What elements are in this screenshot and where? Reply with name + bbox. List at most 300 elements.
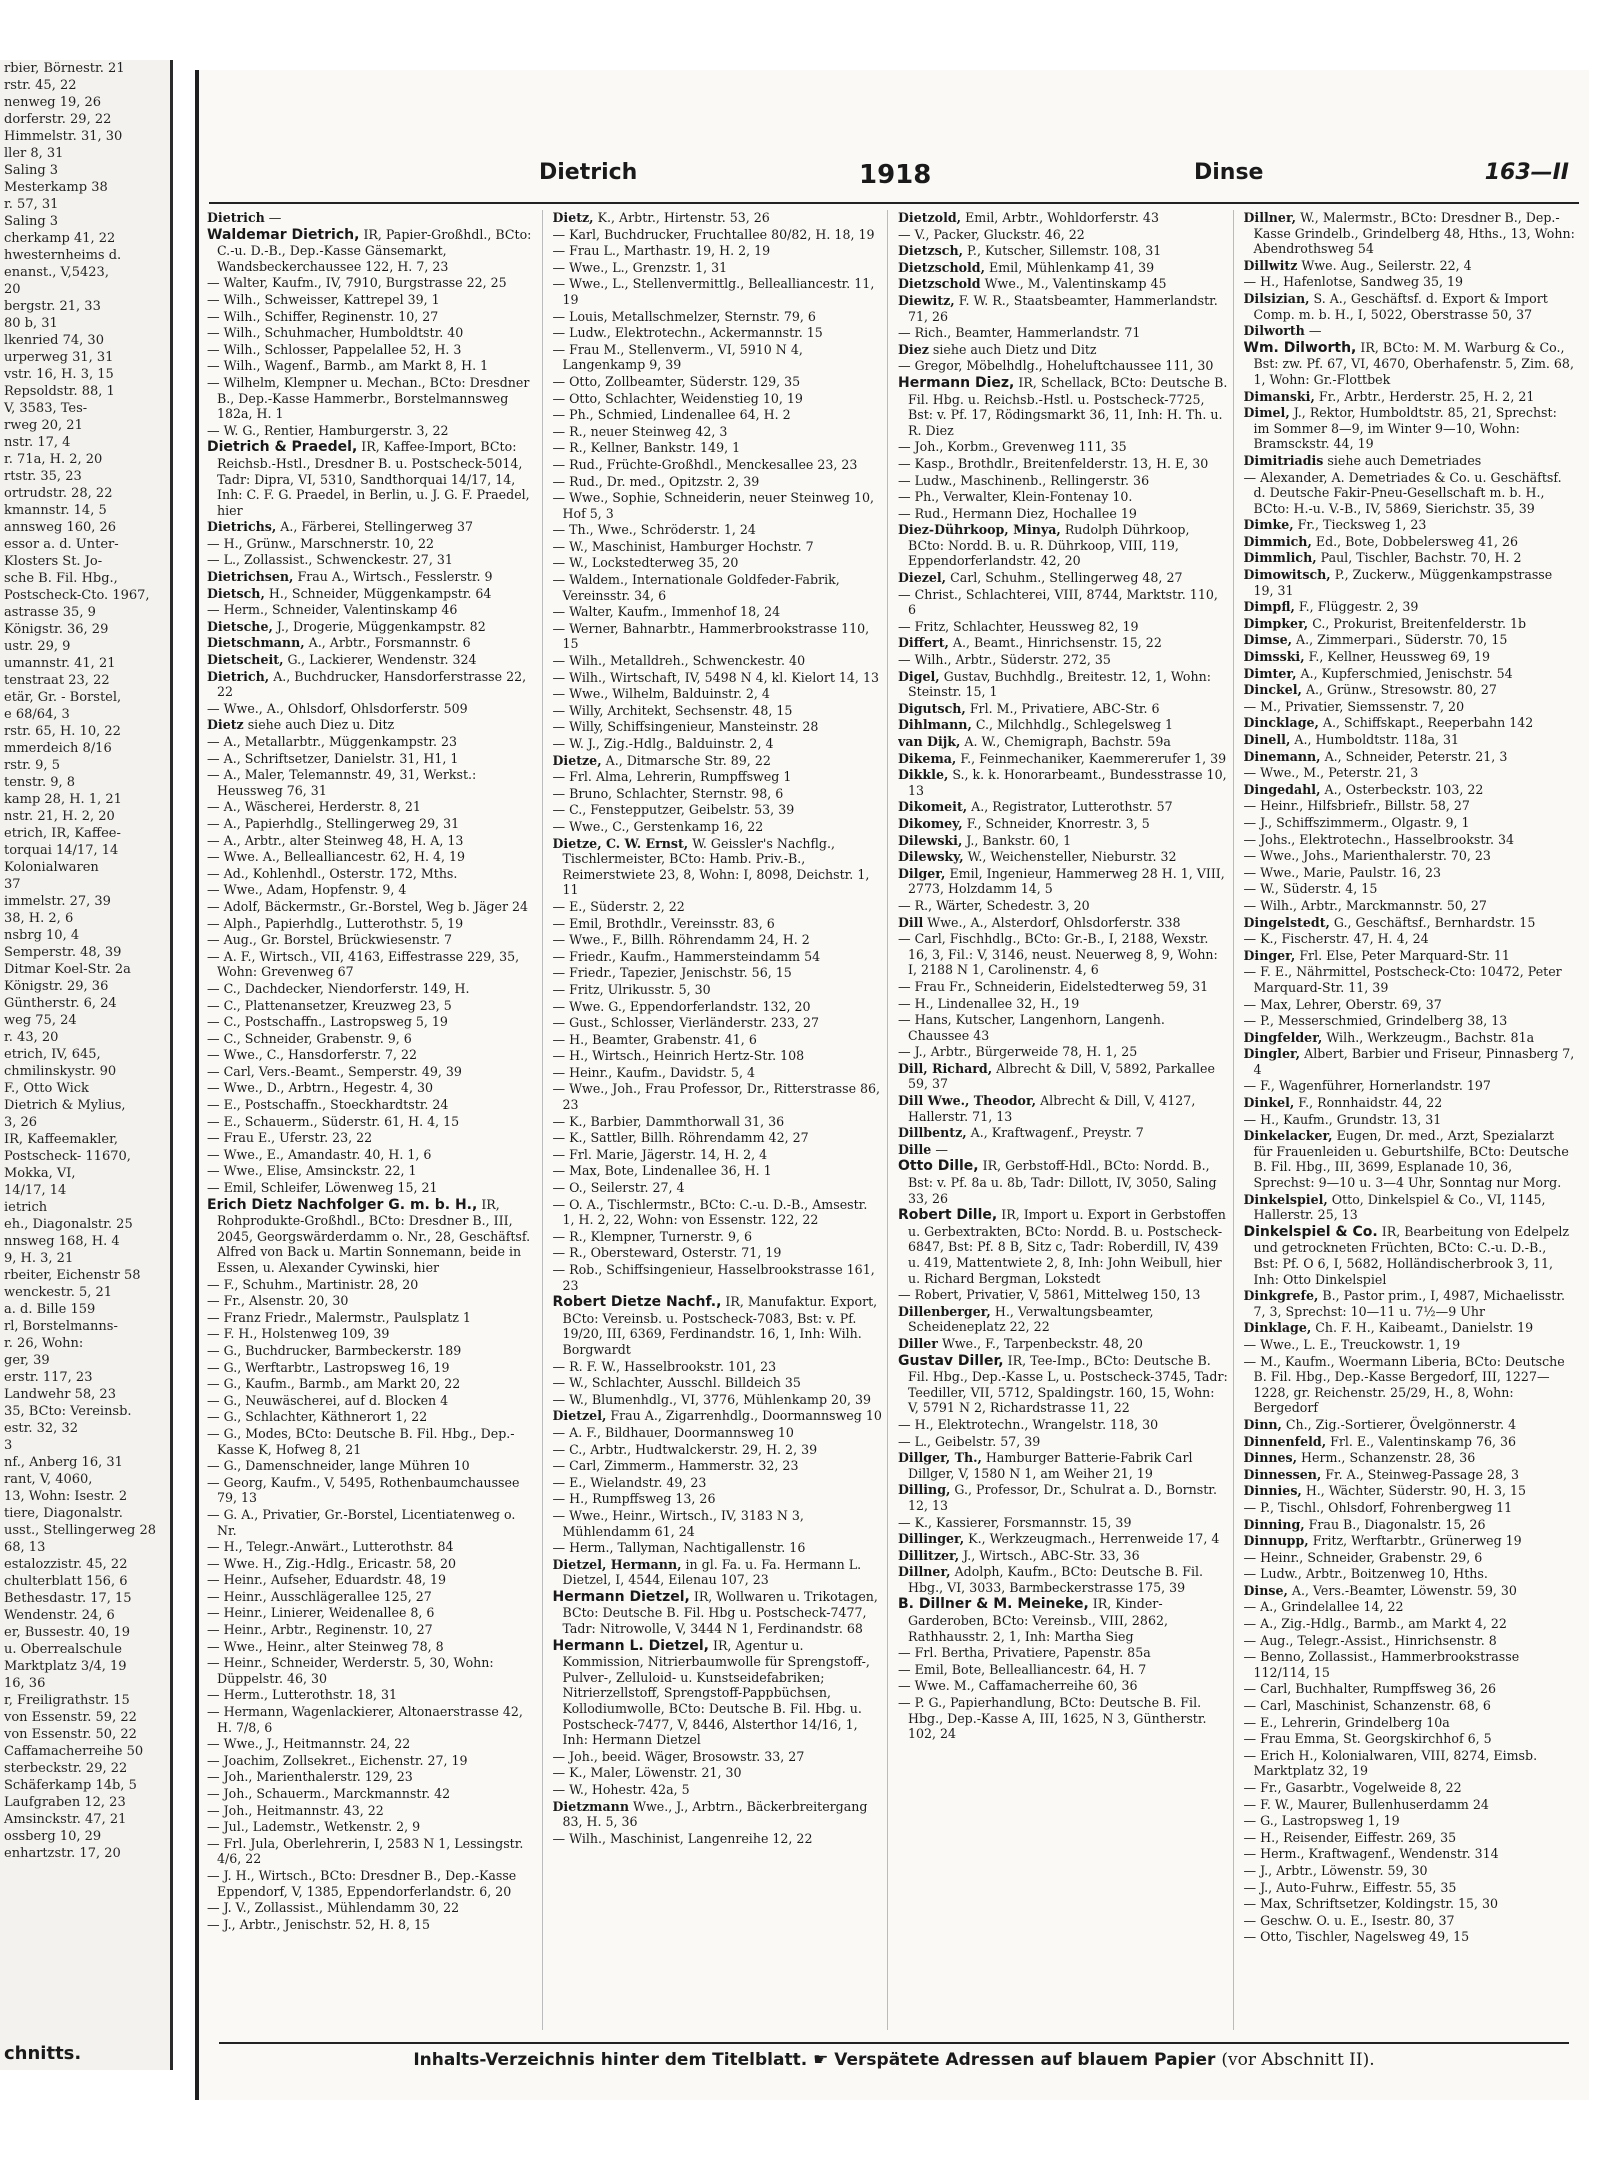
entry-text: Emil, Mühlenkamp 41, 39 <box>989 259 1155 275</box>
directory-entry <box>898 456 1229 472</box>
entry-name: Dietzmann <box>552 1798 629 1814</box>
previous-page-line: ossberg 10, 29 <box>4 1829 102 1844</box>
entry-name: Dimpker, <box>1243 615 1309 631</box>
previous-page-line: Marktplatz 3/4, 19 <box>4 1659 127 1674</box>
entry-text: — Rich., Beamter, Hammerlandstr. 71 <box>898 325 1141 341</box>
directory-entry <box>1244 470 1576 517</box>
entry-name: Dinckel, <box>1243 682 1302 698</box>
directory-entry <box>207 227 538 275</box>
directory-entry <box>553 1032 884 1048</box>
directory-entry <box>207 586 538 602</box>
directory-entry <box>1244 1715 1576 1731</box>
directory-entry <box>1244 632 1576 648</box>
previous-page-line: immelstr. 27, 39 <box>4 894 111 909</box>
directory-entry <box>207 849 538 865</box>
directory-entry <box>207 1197 538 1276</box>
previous-page-line: ller 8, 31 <box>4 146 64 161</box>
entry-text: F., Kellner, Heussweg 69, 19 <box>1308 649 1491 665</box>
entry-text: — Frau Fr., Schneiderin, Eidelstedterweg 59, 31 <box>898 978 1209 994</box>
previous-page-line: etär, Gr. - Borstel, <box>4 690 122 705</box>
entry-text: — Frau M., Stellenverm., VI, 5910 N 4, Langenkamp 9, 39 <box>552 341 803 373</box>
previous-page-line: umannstr. 41, 21 <box>4 656 116 671</box>
entry-text: A., Kupferschmied, Jenischstr. 54 <box>1300 665 1513 681</box>
previous-page-line: hwesternheims d. <box>4 248 122 263</box>
directory-entry <box>207 325 538 341</box>
entry-text: — F. W., Maurer, Bullenhuserdamm 24 <box>1243 1796 1489 1812</box>
entry-text: — Rud., Hermann Diez, Hochallee 19 <box>898 505 1137 521</box>
directory-entry <box>1244 1780 1576 1796</box>
entry-text: — Frl. Marie, Jägerstr. 14, H. 2, 4 <box>552 1146 768 1162</box>
directory-entry <box>207 1736 538 1752</box>
entry-name: Dillner, <box>898 1564 951 1580</box>
entry-text: A., Buchdrucker, Hansdorferstrasse 22, 22 <box>217 668 527 700</box>
entry-name: Dimel, <box>1243 405 1290 421</box>
directory-entry <box>207 342 538 358</box>
entry-name: Dikema, <box>898 750 957 766</box>
directory-entry <box>553 457 884 473</box>
entry-text: — R. F. W., Hasselbrookstr. 101, 23 <box>552 1358 777 1374</box>
previous-page-line: ger, 39 <box>4 1353 50 1368</box>
directory-entry <box>207 1147 538 1163</box>
previous-page-line: 9, H. 3, 21 <box>4 1251 74 1266</box>
entry-text: — R., Kellner, Bankstr. 149, 1 <box>552 440 741 456</box>
previous-page-line: etrich, IR, Kaffee- <box>4 826 121 841</box>
entry-text: — F. E., Nährmittel, Postscheck-Cto: 10472, Peter Marquard-Str. 11, 39 <box>1243 964 1562 995</box>
page-header <box>199 160 1589 200</box>
directory-entry <box>898 717 1229 733</box>
directory-entry <box>1244 291 1576 322</box>
entry-name: Erich Dietz Nachfolger G. m. b. H., <box>207 1196 478 1213</box>
previous-page-line: weg 75, 24 <box>4 1013 77 1028</box>
entry-text: A., Registrator, Lutterothstr. 57 <box>971 799 1173 815</box>
directory-entry <box>1244 964 1576 995</box>
previous-page-line: estalozzistr. 45, 22 <box>4 1557 128 1572</box>
directory-entry <box>1244 1616 1576 1632</box>
directory-entry <box>1244 1483 1576 1499</box>
entry-text: — Wwe., Heinr., Wirtsch., IV, 3183 N 3, Mühlendamm 61, 24 <box>552 1507 804 1539</box>
directory-entry <box>898 915 1229 931</box>
entry-name: Dilger, <box>898 865 946 881</box>
directory-entry <box>207 1180 538 1196</box>
entry-text: — Max, Bote, Lindenallee 36, H. 1 <box>552 1163 772 1179</box>
previous-page-lines <box>0 60 170 1862</box>
entry-text: Carl, Schuhm., Stellingerweg 48, 27 <box>950 570 1183 586</box>
entry-text: — Joachim, Zollsekret., Eichenstr. 27, 19 <box>207 1752 468 1768</box>
entry-text: Emil, Arbtr., Wohldorferstr. 43 <box>965 210 1159 225</box>
entry-text: — Heinr., Aufseher, Eduardstr. 48, 19 <box>207 1572 446 1588</box>
directory-entry <box>553 1508 884 1539</box>
directory-entry <box>1244 666 1576 682</box>
entry-text: — Herm., Lutterothstr. 18, 31 <box>207 1687 398 1703</box>
entry-text: — Louis, Metallschmelzer, Sternstr. 79, 6 <box>552 308 816 324</box>
entry-text: — G., Buchdrucker, Barmbeckerstr. 189 <box>207 1342 462 1358</box>
entry-text: — Rud., Früchte-Großhdl., Menckesallee 23, 23 <box>552 456 858 472</box>
directory-entry <box>898 1142 1229 1158</box>
entry-text: Otto, Dinkelspiel & Co., VI, 1145, Hallerstr. 25, 13 <box>1253 1191 1546 1223</box>
entry-text: — Carl, Zimmerm., Hammerstr. 32, 23 <box>552 1458 799 1474</box>
directory-entry <box>1244 1046 1576 1077</box>
directory-entry <box>207 1426 538 1457</box>
entry-name: Dietrich <box>207 210 265 225</box>
entry-text: G., Geschäftsf., Bernhardstr. 15 <box>1333 914 1536 930</box>
pointing-hand-icon: ☛ <box>813 2050 835 2070</box>
directory-entry <box>898 1548 1229 1564</box>
entry-name: Dietrich & Praedel, <box>207 439 358 456</box>
directory-entry <box>898 358 1229 374</box>
entry-text: — Wilh., Schweisser, Kattrepel 39, 1 <box>207 291 440 307</box>
entry-text: — A., Papierhdlg., Stellingerweg 29, 31 <box>207 815 460 831</box>
entry-text: — W., Maschinist, Hamburger Hochstr. 7 <box>552 538 814 554</box>
directory-entry <box>1244 1337 1576 1353</box>
directory-entry <box>553 1799 884 1830</box>
entry-text: A., Grünw., Stresowstr. 80, 27 <box>1305 682 1497 698</box>
directory-entry <box>207 799 538 815</box>
entry-text: — A. F., Wirtsch., VII, 4163, Eiffestrasse 229, 35, Wohn: Grevenweg 67 <box>207 948 520 980</box>
entry-text: — Wwe. H., Zig.-Hdlg., Ericastr. 58, 20 <box>207 1555 457 1571</box>
directory-entry <box>553 1081 884 1112</box>
entry-name: Digutsch, <box>898 700 966 716</box>
directory-entry <box>553 621 884 652</box>
directory-entry <box>553 309 884 325</box>
previous-page-line: nnsweg 168, H. 4 <box>4 1234 120 1249</box>
entry-text: — Willy, Schiffsingenieur, Mansteinstr. 28 <box>552 719 819 735</box>
directory-entry <box>553 1638 884 1748</box>
entry-text: — Otto, Zollbeamter, Süderstr. 129, 35 <box>552 373 801 389</box>
directory-entry <box>553 1425 884 1441</box>
entry-text: — Wwe., F., Billh. Röhrendamm 24, H. 2 <box>552 932 810 948</box>
entry-text: — Wwe., Joh., Frau Professor, Dr., Ritterstrasse 86, 23 <box>552 1081 881 1113</box>
entry-text: IR, Gerbstoff-Hdl., BCto: Nordd. B., Bst: v. Pf. 8a u. 8b, Tadr: Dillott, IV, 3050, Saling 33, 26 <box>908 1158 1217 1206</box>
entry-text: — Wwe., L., Stellenvermittlg., Bellealliancestr. 11, 19 <box>552 276 875 307</box>
directory-entry <box>207 833 538 849</box>
entry-text: Hamburger Batterie-Fabrik Carl Dillger, V, 1580 N 1, am Weiher 21, 19 <box>908 1450 1193 1481</box>
entry-text: — A., Zig.-Hdlg., Barmb., am Markt 4, 22 <box>1243 1616 1507 1632</box>
directory-entry <box>553 670 884 686</box>
previous-page-line: 80 b, 31 <box>4 316 58 331</box>
entry-text: — Th., Wwe., Schröderstr. 1, 24 <box>552 522 756 538</box>
entry-name: Dimke, <box>1243 517 1294 533</box>
header-left-keyword: Dietrich <box>539 160 638 185</box>
entry-text: — G., Modes, BCto: Deutsche B. Fil. Hbg., Dep.-Kasse K, Hofweg 8, 21 <box>207 1425 515 1457</box>
directory-entry <box>553 819 884 835</box>
entry-text: Frau B., Diagonalstr. 15, 26 <box>1308 1516 1486 1532</box>
entry-text: A., Schneider, Peterstr. 21, 3 <box>1324 748 1508 764</box>
entry-text: C., Prokurist, Breitenfelderstr. 1b <box>1312 615 1527 631</box>
previous-page-line: urperweg 31, 31 <box>4 350 114 365</box>
entry-text: — C., Arbtr., Hudtwalckerstr. 29, H. 2, 39 <box>552 1441 818 1457</box>
entry-name: Dimter, <box>1243 665 1297 681</box>
entry-text: — K., Kassierer, Forsmannstr. 15, 39 <box>898 1514 1132 1530</box>
entry-name: Dimsski, <box>1243 649 1305 665</box>
previous-page-line: Kolonialwaren <box>4 860 99 875</box>
entry-text: Fritz, Werftarbtr., Grünerweg 19 <box>1312 1533 1522 1549</box>
directory-entry <box>553 1229 884 1245</box>
directory-entry <box>207 292 538 308</box>
entry-text: — E., Lehrerin, Grindelberg 10a <box>1243 1714 1450 1730</box>
previous-page-footer: chnitts. <box>4 2043 82 2064</box>
directory-entry <box>1244 1192 1576 1223</box>
directory-entry <box>1244 1880 1576 1896</box>
page-number: 163—II <box>1484 160 1569 185</box>
previous-page-line: nf., Anberg 16, 31 <box>4 1455 123 1470</box>
directory-entry <box>1244 732 1576 748</box>
entry-text: — Wwe., J., Heitmannstr. 24, 22 <box>207 1736 411 1752</box>
directory-entry <box>553 1540 884 1556</box>
entry-text: C., Milchhdlg., Schlegelsweg 1 <box>975 717 1174 733</box>
entry-text: — L., Geibelstr. 57, 39 <box>898 1433 1041 1449</box>
entry-name: Dietzel, <box>552 1408 607 1424</box>
entry-text: — Wwe. A., Bellealliancestr. 62, H. 4, 19 <box>207 849 466 865</box>
directory-entry <box>207 1704 538 1735</box>
entry-text: Frl. E., Valentinskamp 76, 36 <box>1330 1433 1517 1449</box>
column-2 <box>553 210 889 2030</box>
entry-text: — Joh., beeid. Wäger, Brosowstr. 33, 27 <box>552 1748 805 1764</box>
entry-text: — Wwe., M., Peterstr. 21, 3 <box>1243 765 1419 781</box>
entry-name: Dinklage, <box>1243 1320 1312 1336</box>
directory-entry <box>207 423 538 439</box>
directory-entry <box>207 1507 538 1538</box>
entry-text: — R., Wärter, Schedestr. 3, 20 <box>898 897 1090 913</box>
directory-entry <box>1244 1517 1576 1533</box>
directory-entry <box>207 1047 538 1063</box>
entry-name: Dietzschold <box>898 276 981 292</box>
directory-entry <box>207 1360 538 1376</box>
entry-text: — Wwe., Johs., Marienthalerstr. 70, 23 <box>1243 848 1491 864</box>
entry-name: Gustav Diller, <box>898 1352 1004 1369</box>
directory-entry <box>553 802 884 818</box>
entry-name: Dille <box>898 1141 932 1157</box>
entry-text: — Fritz, Ulrikusstr. 5, 30 <box>552 981 711 997</box>
directory-entry <box>553 686 884 702</box>
directory-entry <box>553 1475 884 1491</box>
directory-entry <box>1244 649 1576 665</box>
directory-entry <box>553 604 884 620</box>
directory-entry <box>207 916 538 932</box>
entry-text: — Karl, Buchdrucker, Fruchtallee 80/82, H. 18, 19 <box>552 226 875 242</box>
directory-entry <box>207 1868 538 1899</box>
entry-text: — Gregor, Möbelhdlg., Hoheluftchaussee 111, 30 <box>898 358 1214 374</box>
directory-entry <box>553 719 884 735</box>
previous-page-line: ortrudstr. 28, 22 <box>4 486 113 501</box>
directory-entry <box>553 1147 884 1163</box>
previous-page-line: F., Otto Wick <box>4 1081 89 1096</box>
directory-entry <box>553 1163 884 1179</box>
entry-name: Dilewsky, <box>898 849 964 865</box>
entry-name: Dietze, <box>552 752 602 768</box>
directory-entry <box>553 1294 884 1357</box>
entry-text: — Heinr., Ausschlägerallee 125, 27 <box>207 1588 432 1604</box>
entry-text: — Heinr., Hilfsbriefr., Billstr. 58, 27 <box>1243 798 1470 814</box>
previous-page-line: 35, BCto: Vereinsb. <box>4 1404 132 1419</box>
directory-entry <box>1244 1896 1576 1912</box>
entry-text: Paul, Tischler, Bachstr. 70, H. 2 <box>1320 550 1522 566</box>
directory-entry <box>553 1245 884 1261</box>
directory-entry <box>1244 931 1576 947</box>
directory-entry <box>207 998 538 1014</box>
entry-name: Hermann Dietzel, <box>552 1588 690 1605</box>
directory-entry <box>207 1589 538 1605</box>
entry-text: S. A., Geschäftsf. d. Export & Import Comp. m. b. H., I, 5022, Oberstrasse 50, 37 <box>1253 290 1548 322</box>
entry-text: — Wilh., Arbtr., Marckmannstr. 50, 27 <box>1243 897 1487 913</box>
directory-entry <box>1244 405 1576 452</box>
directory-entry <box>898 1695 1229 1742</box>
directory-entry <box>1244 567 1576 598</box>
entry-text: Frl. Else, Peter Marquard-Str. 11 <box>1299 947 1510 963</box>
entry-text: Herm., Schanzenstr. 28, 36 <box>1301 1450 1476 1466</box>
entry-name: Dietz <box>207 717 244 733</box>
column-1 <box>207 210 543 2030</box>
directory-page <box>195 70 1589 2100</box>
directory-entry <box>553 555 884 571</box>
entry-text: — C., Postschaffn., Lastropsweg 5, 19 <box>207 1014 448 1030</box>
directory-entry <box>1244 1913 1576 1929</box>
entry-text: — Wilh., Wagenf., Barmb., am Markt 8, H. 1 <box>207 358 489 374</box>
previous-page-line: r. 57, 31 <box>4 197 59 212</box>
directory-entry <box>1244 1797 1576 1813</box>
previous-page-line: essor a. d. Unter- <box>4 537 119 552</box>
entry-text: in gl. Fa. u. Fa. Hermann L. Dietzel, I, 4544, Eilenau 107, 23 <box>562 1556 862 1588</box>
entry-text: — Werner, Bahnarbtr., Hammerbrookstrasse 110, 15 <box>552 620 870 652</box>
entry-text: H., Wächter, Süderstr. 90, H. 3, 15 <box>1305 1483 1526 1499</box>
directory-entry <box>898 1287 1229 1303</box>
entry-name: Diller <box>898 1335 938 1351</box>
directory-entry <box>898 276 1229 292</box>
entry-text: — Heinr., Schneider, Grabenstr. 29, 6 <box>1243 1549 1483 1565</box>
directory-entry <box>207 1343 538 1359</box>
entry-name: Dikkle, <box>898 767 949 783</box>
entry-text: — Walter, Kaufm., Immenhof 18, 24 <box>552 604 781 620</box>
directory-entry <box>553 374 884 390</box>
entry-text: Frau A., Zigarrenhdlg., Doormannsweg 10 <box>610 1408 882 1424</box>
directory-entry <box>207 816 538 832</box>
entry-text: — R., neuer Steinweg 42, 3 <box>552 423 728 439</box>
entry-text: — <box>268 210 282 225</box>
entry-text: — Wwe. G., Eppendorferlandstr. 132, 20 <box>552 998 811 1014</box>
previous-page-line: 68, 13 <box>4 1540 46 1555</box>
entry-text: IR, Bearbeitung von Edelpelz und getrockneten Früchten, BCto: C.-u. D.-B., Bst: Pf. O 6, I, 5682, Holländischerbrook 3, 11, Inh: Otto Dinkelspiel <box>1253 1223 1570 1287</box>
directory-entry <box>898 1515 1229 1531</box>
entry-text: — O. A., Tischlermstr., BCto: C.-u. D.-B., Amsestr. 1, H. 2, 22, Wohn: von Essenstr. 122, 22 <box>552 1196 868 1228</box>
directory-entry <box>553 1442 884 1458</box>
entry-text: — Alph., Papierhdlg., Lutterothstr. 5, 19 <box>207 915 464 931</box>
entry-text: Eugen, Dr. med., Arzt, Spezialarzt für Frauenleiden u. Geburtshilfe, BCto: Deutsche B. Fil. Hbg., III, 3699, Esplanade 10, 36, Sprechst: 9—10 u. 3—4 Uhr, Sonntag nur Morg. <box>1253 1128 1569 1191</box>
directory-entry <box>207 210 538 226</box>
entry-name: Dilsizian, <box>1243 290 1310 306</box>
entry-name: Dingler, <box>1243 1046 1301 1062</box>
entry-text: IR, Papier-Großhdl., BCto: C.-u. D.-B., Dep.-Kasse Gänsemarkt, Wandsbeckerchaussee 122, H. 7, 23 <box>217 226 532 274</box>
entry-text: A. W., Chemigraph, Bachstr. 59a <box>964 734 1171 749</box>
entry-text: — H., Beamter, Grabenstr. 41, 6 <box>552 1031 757 1047</box>
entry-text: — J., Arbtr., Jenischstr. 52, H. 8, 15 <box>207 1916 431 1932</box>
directory-entry <box>207 1687 538 1703</box>
directory-entry <box>1244 550 1576 566</box>
entry-text: — A. F., Bildhauer, Doormannsweg 10 <box>552 1424 794 1440</box>
entry-text: P., Zuckerw., Müggenkampstrasse 19, 31 <box>1253 567 1553 598</box>
directory-entry <box>1244 798 1576 814</box>
directory-entry <box>898 293 1229 324</box>
directory-entry <box>1244 1633 1576 1649</box>
directory-entry <box>207 1753 538 1769</box>
directory-entry <box>898 570 1229 586</box>
entry-name: Dinnes, <box>1243 1450 1298 1466</box>
directory-entry <box>1244 1566 1576 1582</box>
directory-entry <box>553 1048 884 1064</box>
directory-entry <box>1244 948 1576 964</box>
entry-text: — G. A., Privatier, Gr.-Borstel, Licentiatenweg o. Nr. <box>207 1506 516 1538</box>
directory-entry <box>207 1572 538 1588</box>
directory-entry <box>553 539 884 555</box>
directory-entry <box>207 751 538 767</box>
directory-entry <box>1244 1467 1576 1483</box>
entry-text: — Wilhelm, Klempner u. Mechan., BCto: Dresdner B., Dep.-Kasse Hammerbr., Borstelmannsweg 182a, H. 1 <box>207 374 530 422</box>
previous-page-line: rstr. 65, H. 10, 22 <box>4 724 121 739</box>
directory-entry <box>1244 1434 1576 1450</box>
entry-text: IR, Kinder-Garderoben, BCto: Vereinsb., VIII, 2862, Rathhausstr. 2, 1, Inh: Martha Sieg <box>908 1596 1168 1644</box>
entry-text: F., Schneider, Knorrestr. 3, 5 <box>966 815 1150 831</box>
directory-entry <box>1244 323 1576 339</box>
directory-entry <box>1244 1599 1576 1615</box>
previous-page-line: Mokka, VI, <box>4 1166 76 1181</box>
entry-text: siehe auch Demetriades <box>1327 452 1482 468</box>
entry-text: — Johs., Elektrotechn., Hasselbrookstr. 34 <box>1243 831 1515 847</box>
directory-entry <box>553 949 884 965</box>
entry-name: Robert Dietze Nachf., <box>552 1294 722 1311</box>
directory-entry <box>1244 1500 1576 1516</box>
previous-page-line: estr. 32, 32 <box>4 1421 78 1436</box>
entry-text: — Adolf, Bäckermstr., Gr.-Borstel, Weg b. Jäger 24 <box>207 898 529 914</box>
entry-text: — A., Maler, Telemannstr. 49, 31, Werkst.: Heussweg 76, 31 <box>207 767 477 798</box>
directory-entry <box>553 407 884 423</box>
entry-text: — E., Wielandstr. 49, 23 <box>552 1474 707 1490</box>
entry-text: — P., Messerschmied, Grindelberg 38, 13 <box>1243 1013 1508 1029</box>
directory-entry <box>553 1589 884 1637</box>
entry-text: — G., Damenschneider, lange Mühren 10 <box>207 1458 470 1474</box>
entry-text: — A., Schriftsetzer, Danielstr. 31, H1, 1 <box>207 750 459 766</box>
directory-entry <box>898 243 1229 259</box>
entry-text: — W. G., Rentier, Hamburgerstr. 3, 22 <box>207 422 449 438</box>
directory-entry <box>1244 1095 1576 1111</box>
previous-page-line: sterbeckstr. 29, 22 <box>4 1761 128 1776</box>
directory-entry <box>1244 1320 1576 1336</box>
entry-text: H., Schneider, Müggenkampstr. 64 <box>268 585 492 601</box>
entry-text: — H., Hafenlotse, Sandweg 35, 19 <box>1243 274 1464 290</box>
directory-entry <box>898 816 1229 832</box>
entry-text: — W., Lockstedterweg 35, 20 <box>552 555 739 571</box>
directory-entry <box>553 440 884 456</box>
previous-page-line: ustr. 29, 9 <box>4 639 71 654</box>
entry-text: — Frau L., Marthastr. 19, H. 2, 19 <box>552 243 771 259</box>
entry-text: IR, Wollwaren u. Trikotagen, BCto: Deutsche B. Fil. Hbg u. Postscheck-7477, Tadr: Nitrowolle, V, 3444 N 1, Ferdinandstr. 68 <box>562 1588 878 1637</box>
directory-entry <box>553 424 884 440</box>
entry-text: — W., Schlachter, Ausschl. Billdeich 35 <box>552 1375 801 1391</box>
entry-text: — Fr., Gasarbtr., Vogelweide 8, 22 <box>1243 1780 1462 1795</box>
directory-entry <box>553 769 884 785</box>
directory-entry <box>207 1031 538 1047</box>
entry-text: P., Kutscher, Sillemstr. 108, 31 <box>967 243 1162 259</box>
previous-page-line: tiere, Diagonalstr. <box>4 1506 123 1521</box>
entry-text: — Ludw., Maschinenb., Rellingerstr. 36 <box>898 472 1150 488</box>
directory-entry <box>207 1014 538 1030</box>
directory-entry <box>553 1749 884 1765</box>
directory-entry <box>207 1130 538 1146</box>
directory-entry <box>207 439 538 518</box>
entry-name: Dietzel, Hermann, <box>552 1556 682 1572</box>
directory-entry <box>553 982 884 998</box>
directory-entry <box>898 734 1229 750</box>
directory-entry <box>207 1277 538 1293</box>
entry-text: — Joh., Marienthalerstr. 129, 23 <box>207 1769 413 1785</box>
entry-name: Diewitz, <box>898 292 955 308</box>
